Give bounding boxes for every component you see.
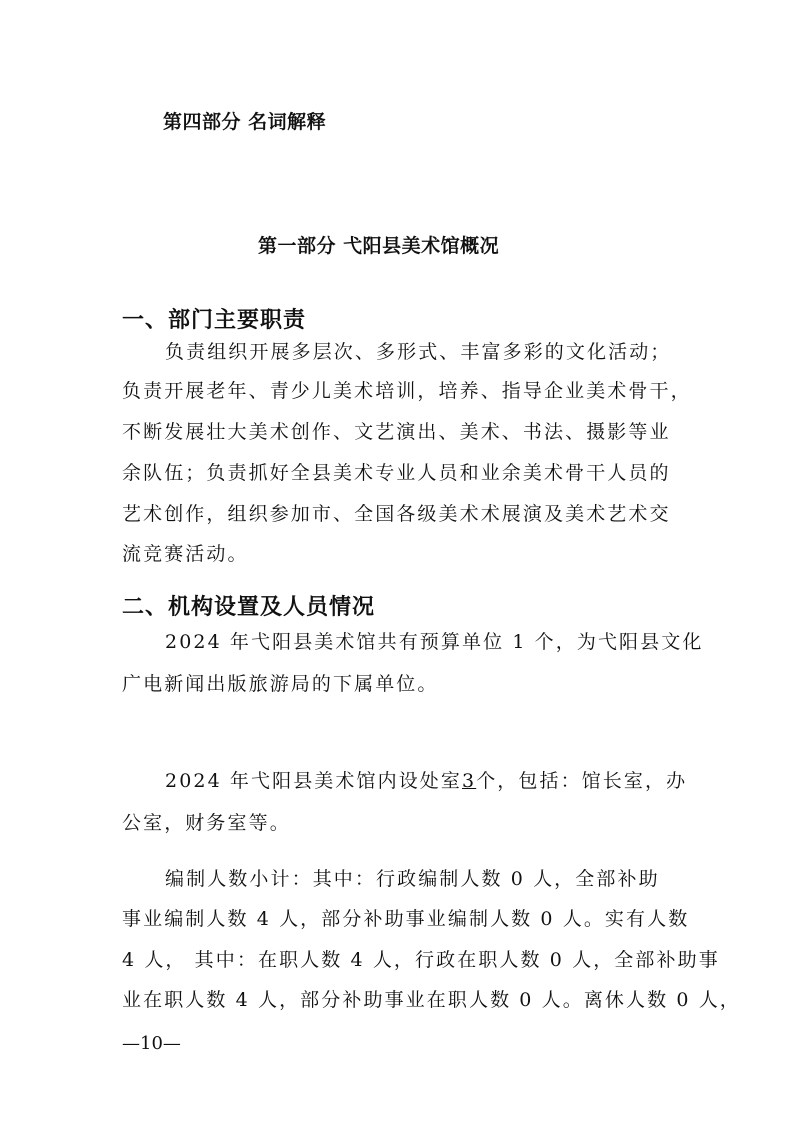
section2-heading: 二、机构设置及人员情况 <box>122 595 376 620</box>
section1-line: 流竞赛活动。 <box>122 543 249 565</box>
section2-para2-line1 <box>165 772 687 791</box>
section1-line: 负责开展老年、青少儿美术培训，培养、指导企业美术骨干， <box>122 380 692 402</box>
page-number: —10— <box>122 1033 181 1054</box>
section2-para3-line: 编制人数小计：其中：行政编制人数 0 人，全部补助 <box>165 868 660 890</box>
toc-part4-heading: 第四部分 名词解释 <box>163 111 327 133</box>
section2-para3-line: 4 人， 其中：在职人数 4 人，行政在职人数 0 人，全部补助事 <box>122 949 720 971</box>
section2-para1-line: 广电新闻出版旅游局的下属单位。 <box>122 673 439 695</box>
part1-title: 第一部分 弋阳县美术馆概况 <box>258 235 500 257</box>
section2-para3-line: 业在职人数 4 人，部分补助事业在职人数 0 人。离休人数 0 人， <box>122 989 741 1011</box>
offices-text-before: 2024 年弋阳县美术馆内设处室 <box>165 770 462 792</box>
section2-para2-line2: 公室，财务室等。 <box>122 812 291 834</box>
section2-para3-line: 事业编制人数 4 人，部分补助事业编制人数 0 人。实有人数 <box>122 908 690 930</box>
office-count: 3 <box>462 770 477 792</box>
section1-line: 余队伍；负责抓好全县美术专业人员和业余美术骨干人员的 <box>122 462 671 484</box>
section1-line: 不断发展壮大美术创作、文艺演出、美术、书法、摄影等业 <box>122 421 671 443</box>
offices-text-after: 个，包括：馆长室，办 <box>476 770 688 792</box>
section1-line: 艺术创作，组织参加市、全国各级美术术展演及美术艺术交 <box>122 503 671 525</box>
section1-line: 负责组织开展多层次、多形式、丰富多彩的文化活动； <box>165 341 672 363</box>
section1-heading: 一、部门主要职责 <box>122 308 307 333</box>
section2-para1-line: 2024 年弋阳县美术馆共有预算单位 1 个，为弋阳县文化 <box>165 631 704 653</box>
